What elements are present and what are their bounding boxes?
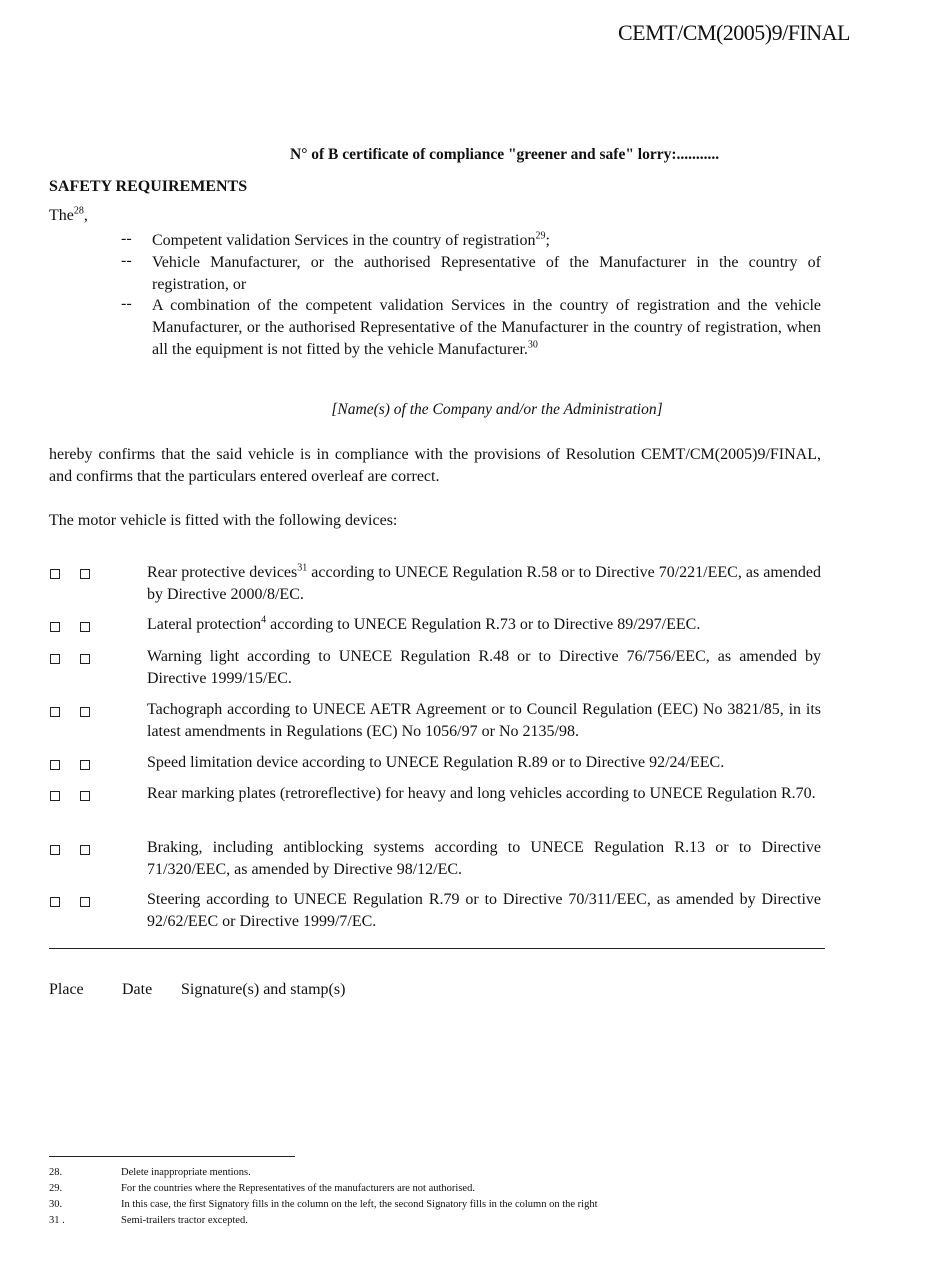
checkbox-right[interactable]: [80, 707, 90, 717]
checkbox-left[interactable]: [50, 897, 60, 907]
device-item: [147, 562, 821, 606]
date-label: Date: [122, 981, 153, 998]
footnote-divider: [49, 1156, 295, 1157]
document-reference: CEMT/CM(2005)9/FINAL: [618, 20, 850, 45]
device-item: Warning light according to UNECE Regulation R.48 or to Directive 76/756/EEC, as amended by Directive 1999/15/EC.: [147, 648, 821, 687]
footnote-number: 29.: [49, 1183, 63, 1194]
device-item: Tachograph according to UNECE AETR Agreement or to Council Regulation (EEC) No 3821/85, in its latest amendments in Regulations (EC) No 1056/97 or No 2135/98.: [147, 701, 821, 740]
device-text: Lateral protection: [147, 616, 262, 633]
device-item: Rear marking plates (retroreflective) for heavy and long vehicles according to UNECE Regulation R.70.: [147, 785, 816, 802]
checkbox-right[interactable]: [80, 845, 90, 855]
checkbox-right[interactable]: [80, 654, 90, 664]
party-tail: ;: [545, 232, 550, 249]
footnote-ref-30: 30: [527, 339, 538, 351]
checkbox-left[interactable]: [50, 622, 60, 632]
party-item: [152, 295, 821, 361]
footnote-text: For the countries where the Representatives of the manufacturers are not authorised.: [121, 1183, 475, 1194]
checkbox-right[interactable]: [80, 791, 90, 801]
intro-tail: ,: [83, 207, 88, 224]
party-item: [152, 230, 821, 252]
section-divider: [49, 948, 825, 949]
footnote-number: 30.: [49, 1199, 63, 1210]
dash-marker: --: [121, 295, 132, 312]
checkbox-left[interactable]: [50, 654, 60, 664]
footnote-ref-31: 31: [297, 562, 308, 574]
party-text: Competent validation Services in the country of registration: [152, 232, 536, 249]
device-item: [147, 614, 821, 636]
footnote-text: Delete inappropriate mentions.: [121, 1167, 251, 1178]
footnote-ref-28: 28: [73, 205, 84, 217]
company-placeholder: [Name(s) of the Company and/or the Administration]: [331, 401, 663, 418]
signature-stamp-label: Signature(s) and stamp(s): [181, 981, 346, 998]
footnote-ref-4: 4: [261, 614, 267, 626]
dash-marker: --: [121, 230, 132, 247]
device-item: Braking, including antiblocking systems according to UNECE Regulation R.13 or to Directive 71/320/EEC, as amended by Directive 98/12/EC.: [147, 839, 821, 878]
intro-the: [49, 207, 88, 225]
dash-marker: --: [121, 252, 132, 269]
party-text: Vehicle Manufacturer, or the authorised Representative of the Manufacturer in the country of registration, or: [152, 254, 821, 293]
device-item: Speed limitation device according to UNECE Regulation R.89 or to Directive 92/24/EEC.: [147, 754, 725, 771]
checkbox-right[interactable]: [80, 622, 90, 632]
device-item: Steering according to UNECE Regulation R.79 or to Directive 70/311/EEC, as amended by Directive 92/62/EEC or Directive 1999/7/EC.: [147, 891, 821, 930]
checkbox-left[interactable]: [50, 791, 60, 801]
party-item: [152, 252, 821, 296]
place-label: Place: [49, 981, 84, 998]
section-heading: SAFETY REQUIREMENTS: [49, 178, 248, 195]
checkbox-left[interactable]: [50, 845, 60, 855]
checkbox-left[interactable]: [50, 569, 60, 579]
devices-intro: The motor vehicle is fitted with the following devices:: [49, 512, 398, 529]
footnote-text: In this case, the first Signatory fills in the column on the left, the second Signatory fills in the column on the right: [121, 1199, 598, 1210]
footnote-number: 31 .: [49, 1215, 65, 1226]
checkbox-left[interactable]: [50, 760, 60, 770]
checkbox-right[interactable]: [80, 569, 90, 579]
footnote-number: 28.: [49, 1167, 63, 1178]
intro-text: The: [49, 207, 74, 224]
checkbox-right[interactable]: [80, 897, 90, 907]
device-text-cont: according to UNECE Regulation R.73 or to Directive 89/297/EEC.: [266, 616, 701, 633]
confirmation-paragraph: hereby confirms that the said vehicle is in compliance with the provisions of Resolution CEMT/CM(2005)9/FINAL, and confirms that the particulars entered overleaf are correct.: [49, 446, 821, 485]
footnote-text: Semi-trailers tractor excepted.: [121, 1215, 248, 1226]
checkbox-right[interactable]: [80, 760, 90, 770]
checkbox-left[interactable]: [50, 707, 60, 717]
device-text: Rear protective devices: [147, 564, 298, 581]
footnote-ref-29: 29: [535, 230, 546, 242]
party-text: A combination of the competent validation Services in the country of registration and the vehicle Manufacturer, or the authorised Representative of the Manufacturer in the country of registration, when all the equipment is not fitted by the vehicle Manufacturer.: [152, 297, 821, 358]
device-text-cont: according to UNECE Regulation R.58 or to Directive 70/221/EEC, as amended by Directive 2000/8/EC.: [147, 564, 821, 603]
certificate-number-line: N° of B certificate of compliance "greener and safe" lorry:...........: [290, 146, 720, 163]
